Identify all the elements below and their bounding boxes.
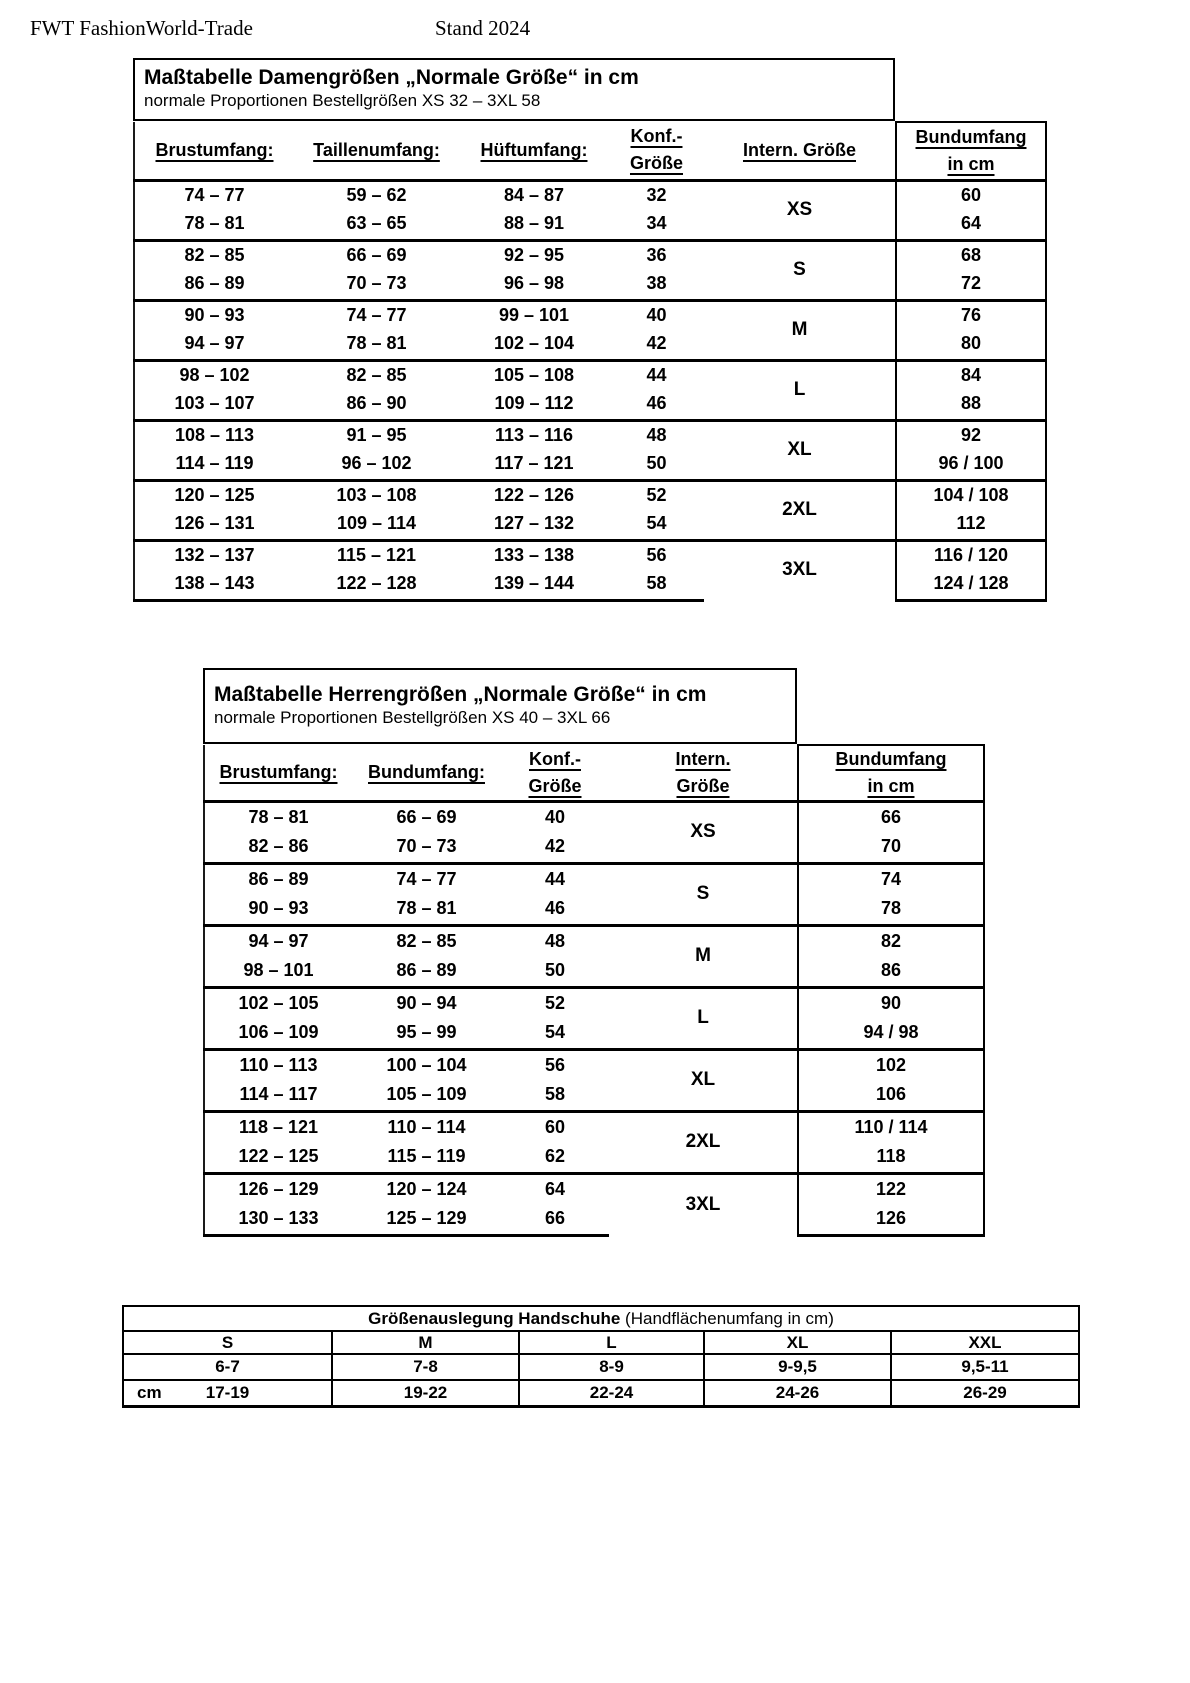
women-cell-bust: 108 – 113 (134, 420, 294, 450)
women-measurements-table (133, 121, 1047, 602)
women-cell-hip: 127 – 132 (493, 513, 575, 534)
women-cell-bust: 103 – 107 (134, 390, 294, 420)
gloves-size-header: S (123, 1331, 332, 1354)
gloves-size-table (122, 1305, 1080, 1408)
header-label-line: in cm (947, 153, 995, 174)
women-cell-bund_cm: 60 (896, 180, 1046, 210)
table-row (204, 895, 984, 926)
table-row (204, 1019, 984, 1050)
men-cell-waist: 82 – 85 (352, 926, 501, 957)
gloves-size-header: M (332, 1331, 519, 1354)
men-cell-bust: 126 – 129 (204, 1174, 352, 1205)
cm-unit-label: cm (137, 1382, 162, 1402)
men-cell-bust: 86 – 89 (204, 864, 352, 895)
men-cell-waist: 74 – 77 (352, 864, 501, 895)
men-size-table-section (203, 668, 985, 1237)
women-size-group-label: 2XL (704, 480, 896, 540)
women-cell-hip: 99 – 101 (459, 300, 609, 330)
women-size-group-label: M (704, 300, 896, 360)
men-cell-konf: 46 (544, 898, 566, 919)
header-label-line: Intern. (675, 748, 731, 769)
women-cell-konf: 58 (609, 570, 704, 600)
men-size-group-label: 3XL (609, 1174, 798, 1236)
gloves-title-note: (Handflächenumfang in cm) (620, 1308, 834, 1328)
table-row (204, 1205, 984, 1236)
women-cell-waist: 70 – 73 (346, 273, 407, 294)
men-cell-waist: 90 – 94 (352, 988, 501, 1019)
women-cell-bust: 94 – 97 (134, 330, 294, 360)
revision-date: Stand 2024 (435, 16, 531, 40)
women-cell-bund_cm: 72 (896, 270, 1046, 300)
women-cell-bund_cm: 104 / 108 (896, 480, 1046, 510)
header-label-line: Bundumfang: (368, 762, 485, 782)
men-cell-konf: 40 (501, 802, 609, 833)
header-label-line: Intern. Größe (742, 139, 856, 160)
women-cell-waist: 82 – 85 (294, 360, 459, 390)
header-label-line: Brustumfang: (219, 762, 338, 782)
men-cell-bund_cm: 94 / 98 (798, 1019, 984, 1050)
men-cell-bund_cm: 110 / 114 (798, 1112, 984, 1143)
men-cell-bust: 82 – 86 (204, 833, 352, 864)
gloves-cell-value: 17-19 (205, 1382, 250, 1402)
table-row (204, 1081, 984, 1112)
men-cell-bund_cm: 66 (798, 802, 984, 833)
men-cell-bund_cm: 78 (798, 895, 984, 926)
women-cell-bund_cm: 84 (896, 360, 1046, 390)
gloves-title-row (123, 1306, 1079, 1331)
table-row (134, 240, 1046, 270)
men-cell-bund_cm: 102 (798, 1050, 984, 1081)
table-row (134, 210, 1046, 240)
gloves-cell: 24-26 (704, 1380, 891, 1406)
men-measurements-table (203, 744, 985, 1237)
women-size-group-label: S (704, 240, 896, 300)
women-cell-konf: 32 (609, 180, 704, 210)
men-cell-bust: 106 – 109 (204, 1019, 352, 1050)
women-cell-bund_cm: 88 (896, 390, 1046, 420)
men-cell-konf: 62 (544, 1146, 566, 1167)
women-cell-bust: 126 – 131 (134, 510, 294, 540)
table-row (204, 1050, 984, 1081)
women-table-subtitle: normale Proportionen Bestellgrößen XS 32 – 3XL 58 (144, 91, 541, 111)
table-row (134, 450, 1046, 480)
women-cell-waist: 59 – 62 (294, 180, 459, 210)
women-cell-bust: 120 – 125 (134, 480, 294, 510)
women-cell-hip: 113 – 116 (459, 420, 609, 450)
table-row (204, 864, 984, 895)
women-col-header-waist (294, 122, 459, 180)
men-cell-bund_cm: 118 (798, 1143, 984, 1174)
women-cell-waist: 115 – 121 (294, 540, 459, 570)
women-cell-bust: 98 – 102 (134, 360, 294, 390)
women-cell-bust: 138 – 143 (134, 570, 294, 600)
men-cell-konf: 44 (501, 864, 609, 895)
men-cell-konf: 54 (544, 1022, 566, 1043)
table-row (134, 390, 1046, 420)
women-cell-bust: 132 – 137 (134, 540, 294, 570)
men-cell-bust: 78 – 81 (204, 802, 352, 833)
men-cell-bund_cm: 106 (798, 1081, 984, 1112)
gloves-cell (123, 1380, 332, 1406)
men-cell-waist: 115 – 119 (387, 1146, 466, 1167)
women-cell-bust: 78 – 81 (134, 210, 294, 240)
men-cell-bund_cm: 74 (798, 864, 984, 895)
gloves-size-header: XXL (891, 1331, 1079, 1354)
header-label-line: Hüftumfang: (480, 139, 588, 160)
women-cell-konf: 34 (646, 213, 667, 234)
women-cell-konf: 42 (646, 333, 667, 354)
men-cell-konf: 50 (544, 960, 566, 981)
header-row (204, 745, 984, 802)
women-cell-konf: 52 (609, 480, 704, 510)
men-cell-konf: 66 (501, 1205, 609, 1236)
women-cell-bust: 82 – 85 (134, 240, 294, 270)
women-cell-hip: 122 – 126 (459, 480, 609, 510)
women-col-header-konf (609, 122, 704, 180)
header-row (134, 122, 1046, 180)
gloves-table-title (123, 1306, 1079, 1331)
header-label-line: Bundumfang (915, 126, 1027, 147)
men-cell-bund_cm: 82 (798, 926, 984, 957)
header-label-line: Bundumfang (835, 749, 947, 769)
table-row (204, 957, 984, 988)
gloves-data-row (123, 1380, 1079, 1406)
women-cell-bust: 90 – 93 (134, 300, 294, 330)
women-cell-waist: 91 – 95 (294, 420, 459, 450)
table-row (204, 802, 984, 833)
women-cell-bust: 114 – 119 (134, 450, 294, 480)
women-cell-waist: 103 – 108 (294, 480, 459, 510)
table-row (134, 330, 1046, 360)
women-size-group-label: XS (704, 180, 896, 240)
men-cell-bust: 110 – 113 (204, 1050, 352, 1081)
men-table-title-box (203, 668, 797, 744)
women-cell-konf: 44 (609, 360, 704, 390)
women-cell-hip: 139 – 144 (459, 570, 609, 600)
men-cell-bund_cm: 126 (798, 1205, 984, 1236)
men-col-header-waist (352, 745, 501, 802)
women-col-header-hip (459, 122, 609, 180)
men-size-group-label: M (609, 926, 798, 988)
men-table-title: Maßtabelle Herrengrößen „Normale Größe“ in cm (214, 683, 707, 706)
gloves-cell: 9,5-11 (891, 1354, 1079, 1380)
men-cell-waist: 86 – 89 (396, 960, 457, 981)
men-cell-bund_cm: 90 (798, 988, 984, 1019)
women-size-group-label: L (704, 360, 896, 420)
page-header (30, 16, 1130, 41)
men-cell-bust: 122 – 125 (204, 1143, 352, 1174)
men-cell-waist: 100 – 104 (352, 1050, 501, 1081)
gloves-cell: 6-7 (123, 1354, 332, 1380)
men-cell-waist: 125 – 129 (352, 1205, 501, 1236)
table-row (134, 180, 1046, 210)
women-cell-hip: 105 – 108 (459, 360, 609, 390)
women-size-group-label: 3XL (704, 540, 896, 600)
women-cell-konf: 56 (609, 540, 704, 570)
women-cell-bund_cm: 64 (896, 210, 1046, 240)
men-cell-waist: 110 – 114 (352, 1112, 501, 1143)
men-cell-bund_cm: 70 (798, 833, 984, 864)
table-row (204, 1112, 984, 1143)
women-col-header-bund_cm (896, 122, 1046, 180)
men-cell-waist: 78 – 81 (396, 898, 457, 919)
header-label-line: Brustumfang: (155, 139, 274, 160)
women-cell-hip: 88 – 91 (503, 213, 565, 234)
men-cell-bund_cm: 122 (798, 1174, 984, 1205)
table-row (134, 510, 1046, 540)
women-cell-hip: 133 – 138 (459, 540, 609, 570)
women-cell-waist: 63 – 65 (346, 213, 407, 234)
women-cell-konf: 46 (646, 393, 667, 414)
women-cell-konf: 40 (609, 300, 704, 330)
gloves-cell: 8-9 (519, 1354, 704, 1380)
header-label-line: Größe (676, 775, 730, 796)
table-row (204, 926, 984, 957)
men-col-header-intern (609, 745, 798, 802)
header-label-line: Konf.- (529, 748, 581, 769)
men-cell-konf: 60 (501, 1112, 609, 1143)
women-cell-bund_cm: 68 (896, 240, 1046, 270)
men-cell-bust: 94 – 97 (204, 926, 352, 957)
women-cell-hip: 109 – 112 (494, 393, 574, 414)
women-cell-konf: 38 (646, 273, 667, 294)
women-cell-konf: 48 (609, 420, 704, 450)
men-cell-bust: 130 – 133 (204, 1205, 352, 1236)
table-row (134, 540, 1046, 570)
women-cell-hip: 102 – 104 (493, 333, 575, 354)
table-row (134, 420, 1046, 450)
women-cell-bund_cm: 124 / 128 (896, 570, 1046, 600)
men-size-group-label: XL (609, 1050, 798, 1112)
women-cell-waist: 96 – 102 (341, 453, 412, 474)
women-table-title: Maßtabelle Damengrößen „Normale Größe“ in cm (144, 66, 639, 89)
gloves-header-row (123, 1331, 1079, 1354)
women-cell-bund_cm: 92 (896, 420, 1046, 450)
men-size-group-label: XS (609, 802, 798, 864)
women-cell-bund_cm: 112 (896, 510, 1046, 540)
men-cell-bund_cm: 86 (798, 957, 984, 988)
women-cell-hip: 96 – 98 (503, 273, 565, 294)
women-cell-konf: 50 (646, 453, 667, 474)
women-cell-bust: 74 – 77 (134, 180, 294, 210)
women-size-table-section (133, 58, 1047, 602)
men-col-header-bund_cm (798, 745, 984, 802)
gloves-cell: 7-8 (332, 1354, 519, 1380)
men-cell-konf: 56 (501, 1050, 609, 1081)
women-size-group-label: XL (704, 420, 896, 480)
women-cell-bund_cm: 116 / 120 (896, 540, 1046, 570)
women-cell-waist: 66 – 69 (294, 240, 459, 270)
men-cell-konf: 42 (544, 836, 566, 857)
header-label-line: Größe (528, 775, 582, 796)
men-cell-waist: 95 – 99 (396, 1022, 457, 1043)
women-cell-hip: 92 – 95 (459, 240, 609, 270)
men-cell-waist: 66 – 69 (352, 802, 501, 833)
women-cell-bund_cm: 96 / 100 (896, 450, 1046, 480)
women-cell-bund_cm: 76 (896, 300, 1046, 330)
table-row (134, 360, 1046, 390)
table-row (134, 570, 1046, 600)
table-row (204, 1143, 984, 1174)
gloves-title-bold: Größenauslegung Handschuhe (368, 1308, 621, 1328)
table-row (204, 988, 984, 1019)
men-cell-bust: 98 – 101 (204, 957, 352, 988)
men-cell-waist: 70 – 73 (396, 836, 457, 857)
gloves-size-header: L (519, 1331, 704, 1354)
women-cell-konf: 36 (609, 240, 704, 270)
men-col-header-bust (204, 745, 352, 802)
header-label-line: Größe (629, 153, 683, 174)
women-cell-waist: 109 – 114 (336, 513, 417, 534)
women-table-title-box (133, 58, 895, 121)
men-cell-konf: 58 (544, 1084, 566, 1105)
women-cell-bust: 86 – 89 (134, 270, 294, 300)
men-size-group-label: L (609, 988, 798, 1050)
table-row (204, 833, 984, 864)
women-cell-waist: 74 – 77 (294, 300, 459, 330)
table-row (134, 480, 1046, 510)
gloves-size-header: XL (704, 1331, 891, 1354)
gloves-cell: 26-29 (891, 1380, 1079, 1406)
women-col-header-bust (134, 122, 294, 180)
women-cell-hip: 84 – 87 (459, 180, 609, 210)
men-cell-bust: 102 – 105 (204, 988, 352, 1019)
women-cell-hip: 117 – 121 (494, 453, 574, 474)
women-cell-waist: 122 – 128 (294, 570, 459, 600)
men-cell-bust: 118 – 121 (204, 1112, 352, 1143)
women-cell-konf: 54 (646, 513, 667, 534)
men-col-header-konf (501, 745, 609, 802)
header-label-line: in cm (867, 776, 915, 796)
men-cell-konf: 52 (501, 988, 609, 1019)
table-row (134, 270, 1046, 300)
women-cell-waist: 86 – 90 (346, 393, 407, 414)
table-row (134, 300, 1046, 330)
gloves-data-row (123, 1354, 1079, 1380)
women-cell-bund_cm: 80 (896, 330, 1046, 360)
women-cell-waist: 78 – 81 (346, 333, 407, 354)
men-size-group-label: S (609, 864, 798, 926)
men-cell-bust: 90 – 93 (204, 895, 352, 926)
company-name: FWT FashionWorld-Trade (30, 16, 253, 40)
women-col-header-intern (704, 122, 896, 180)
men-cell-konf: 48 (501, 926, 609, 957)
men-cell-bust: 114 – 117 (204, 1081, 352, 1112)
table-row (204, 1174, 984, 1205)
header-label-line: Taillenumfang: (313, 139, 440, 160)
men-table-subtitle: normale Proportionen Bestellgrößen XS 40 – 3XL 66 (214, 708, 611, 728)
men-cell-waist: 120 – 124 (352, 1174, 501, 1205)
gloves-cell: 19-22 (332, 1380, 519, 1406)
gloves-cell: 22-24 (519, 1380, 704, 1406)
men-cell-waist: 105 – 109 (386, 1084, 467, 1105)
header-label-line: Konf.- (630, 126, 683, 147)
men-size-group-label: 2XL (609, 1112, 798, 1174)
men-cell-konf: 64 (501, 1174, 609, 1205)
gloves-cell: 9-9,5 (704, 1354, 891, 1380)
